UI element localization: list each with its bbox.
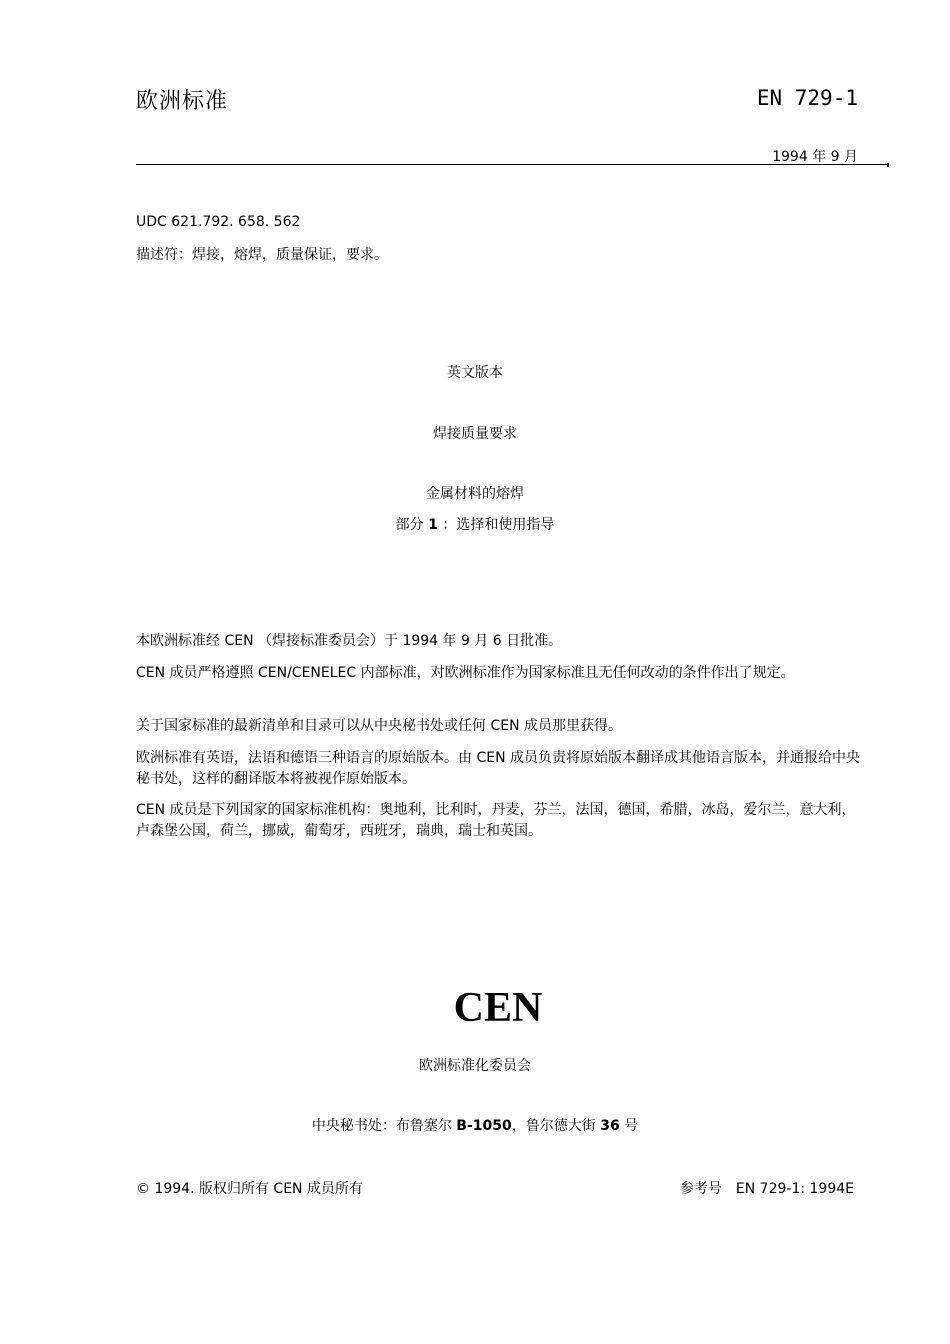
standard-code: EN 729-1 (756, 86, 858, 110)
address-suffix: 号 (624, 1118, 639, 1134)
part-title (0, 514, 950, 534)
part-prefix: 部分 (395, 517, 424, 533)
publication-date: 1994 年 9 月 (772, 149, 858, 165)
postcode: B-1050 (456, 1118, 512, 1134)
cen-logo: CEN (453, 985, 543, 1031)
members-paragraph: CEN 成员是下列国家的国家标准机构：奥地利，比利时，丹麦，芬兰，法国，德国，希腊，冰岛，爱尔兰，意大利，卢森堡公国，荷兰，挪威，葡萄牙，西班牙，瑞典，瑞士和英国。 (136, 802, 856, 839)
part-number: 1 (428, 517, 438, 533)
regulations-paragraph: CEN 成员严格遵照 CEN/CENELEC 内部标准，对欧洲标准作为国家标准且无任何改动的条件作出了规定。 (136, 665, 795, 681)
version-label: 英文版本 (447, 365, 503, 381)
address-prefix: 中央秘书处：布鲁塞尔 (311, 1118, 452, 1134)
document-type-title: 欧洲标准 (136, 89, 229, 114)
reference-number: 参考号 EN 729-1: 1994E (679, 1181, 854, 1197)
copyright-notice: © 1994. 版权归所有 CEN 成员所有 (136, 1181, 363, 1197)
part-suffix: ：选择和使用指导 (442, 517, 555, 533)
approval-paragraph: 本欧洲标准经 CEN （焊接标准委员会）于 1994 年 9 月 6 日批准。 (136, 633, 563, 649)
main-title: 焊接质量要求 (433, 426, 517, 442)
udc-code: UDC 621.792. 658. 562 (136, 214, 301, 230)
header-divider-tick (887, 163, 889, 167)
secretariat-address (0, 1115, 950, 1135)
street-number: 36 (600, 1118, 620, 1134)
header-divider (136, 164, 888, 165)
lists-paragraph: 关于国家标准的最新清单和目录可以从中央秘书处或任何 CEN 成员那里获得。 (136, 718, 622, 734)
languages-paragraph: 欧洲标准有英语，法语和德语三种语言的原始版本。由 CEN 成员负责将原始版本翻译成其他语言版本，并通报给中央秘书处，这样的翻译版本将被视作原始版本。 (136, 750, 860, 787)
organization-name: 欧洲标准化委员会 (419, 1058, 531, 1074)
descriptors: 描述符：焊接，熔焊，质量保证，要求。 (136, 247, 388, 263)
subtitle: 金属材料的熔焊 (426, 486, 524, 502)
address-mid: ，鲁尔德大街 (511, 1118, 596, 1134)
